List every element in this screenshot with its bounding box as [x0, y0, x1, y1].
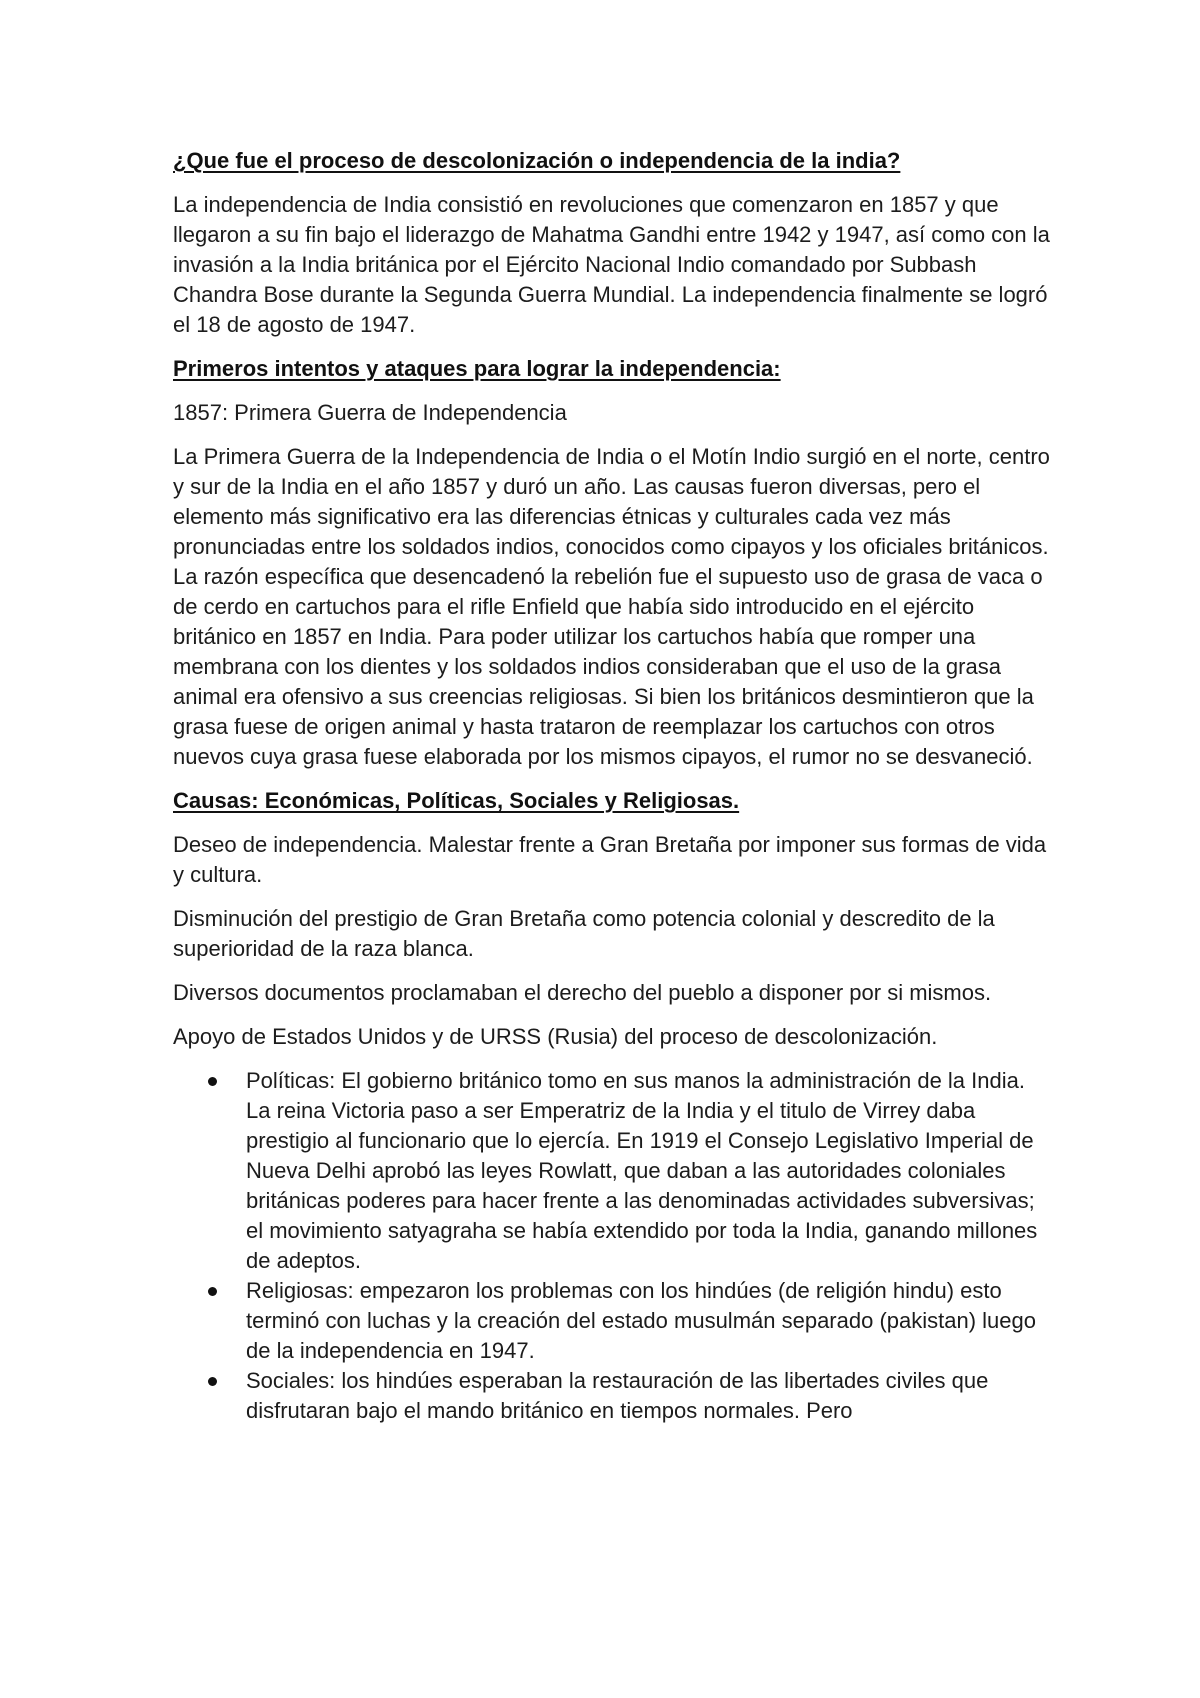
bullet-text: Sociales: los hindúes esperaban la restauración de las libertades civiles que disfrutaran bajo el mando británico en tiempos normales. Pero — [246, 1368, 989, 1423]
intro-paragraph: La independencia de India consistió en revoluciones que comenzaron en 1857 y que llegaron a su fin bajo el liderazgo de Mahatma Gandhi entre 1942 y 1947, así como con la invasión a la India británica por el Ejército Nacional Indio comandado por Subbash Chandra Bose durante la Segunda Guerra Mundial. La independencia finalmente se logró el 18 de agosto de 1947. — [173, 192, 1050, 337]
bullet-item-sociales — [246, 1366, 1053, 1426]
section2-heading: Causas: Económicas, Políticas, Sociales y Religiosas. — [173, 788, 740, 813]
cause-paragraph: Deseo de independencia. Malestar frente a Gran Bretaña por imponer sus formas de vida y cultura. — [173, 832, 1047, 887]
section1-heading: Primeros intentos y ataques para lograr la independencia: — [173, 356, 781, 381]
bullet-item-politicas — [246, 1066, 1053, 1276]
document-title: ¿Que fue el proceso de descolonización o independencia de la india? — [173, 148, 901, 173]
cause-paragraph: Diversos documentos proclamaban el derecho del pueblo a disponer por si mismos. — [173, 980, 992, 1005]
bullet-text: Religiosas: empezaron los problemas con los hindúes (de religión hindu) esto terminó con luchas y la creación del estado musulmán separado (pakistan) luego de la independencia en 1947. — [246, 1278, 1036, 1363]
cause-paragraph: Apoyo de Estados Unidos y de URSS (Rusia) del proceso de descolonización. — [173, 1024, 938, 1049]
cause-paragraph: Disminución del prestigio de Gran Bretaña como potencia colonial y descredito de la superioridad de la raza blanca. — [173, 906, 995, 961]
causes-bullet-list — [173, 1066, 1053, 1426]
bullet-text: Políticas: El gobierno británico tomo en sus manos la administración de la India. La reina Victoria paso a ser Emperatriz de la India y el titulo de Virrey daba prestigio al funcionario que lo ejercía. En 1919 el Consejo Legislativo Imperial de Nueva Delhi aprobó las leyes Rowlatt, que daban a las autoridades coloniales británicas poderes para hacer frente a las denominadas actividades subversivas; el movimiento satyagraha se había extendido por toda la India, ganando millones de adeptos. — [246, 1068, 1038, 1273]
bullet-item-religiosas — [246, 1276, 1053, 1366]
section1-subtitle: 1857: Primera Guerra de Independencia — [173, 400, 567, 425]
bullet-dot-icon — [208, 1077, 217, 1086]
bullet-dot-icon — [208, 1377, 217, 1386]
document-page — [173, 146, 1053, 1426]
section1-body: La Primera Guerra de la Independencia de India o el Motín Indio surgió en el norte, centro y sur de la India en el año 1857 y duró un año. Las causas fueron diversas, pero el elemento más significativo era las diferencias étnicas y culturales cada vez más pronunciadas entre los soldados indios, conocidos como cipayos y los oficiales británicos. La razón específica que desencadenó la rebelión fue el supuesto uso de grasa de vaca o de cerdo en cartuchos para el rifle Enfield que había sido introducido en el ejército británico en 1857 en India. Para poder utilizar los cartuchos había que romper una membrana con los dientes y los soldados indios consideraban que el uso de la grasa animal era ofensivo a sus creencias religiosas. Si bien los británicos desmintieron que la grasa fuese de origen animal y hasta trataron de reemplazar los cartuchos con otros nuevos cuya grasa fuese elaborada por los mismos cipayos, el rumor no se desvaneció. — [173, 444, 1050, 769]
bullet-dot-icon — [208, 1287, 217, 1296]
